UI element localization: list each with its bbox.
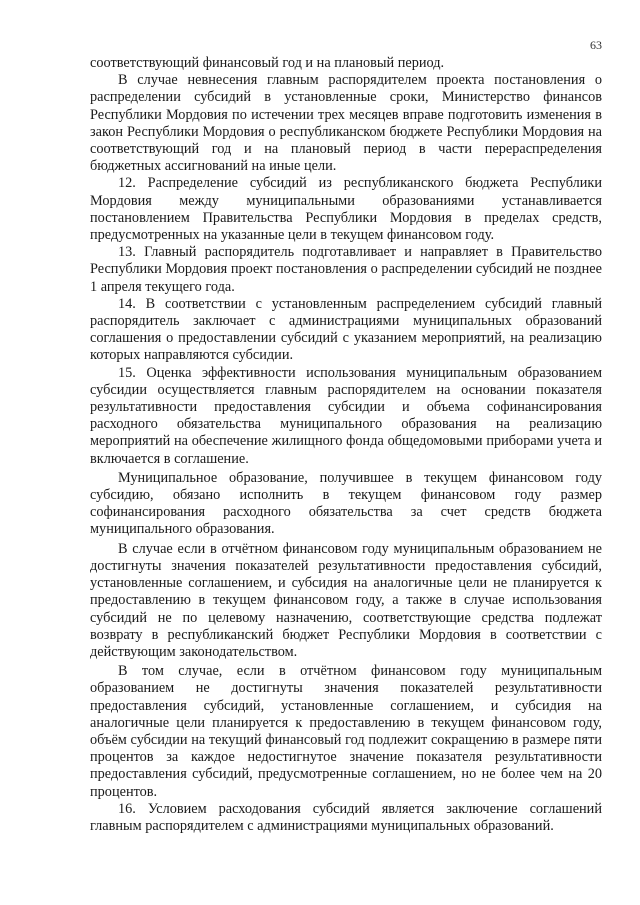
paragraph-reduction: В том случае, если в отчётном финансовом году муниципальным образованием не достигнуты значения показателей результативности предоставления субсидий, установленные соглашением, и субсидия на аналогичные цели планируется к предоставлению в текущем финансовом году, объём субсидии на текущий финансовый год подлежит сокращению в размере пяти процентов за каждое недостигнутое значение показателя результативности предоставления субсидий, предусмотренные соглашением, но не более чем на 20 процентов. bbox=[90, 663, 602, 800]
paragraph-13: 13. Главный распорядитель подготавливает и направляет в Правительство Республики Мордовия проект постановления о распределении субсидий не позднее 1 апреля текущего года. bbox=[90, 244, 602, 295]
paragraph-16: 16. Условием расходования субсидий является заключение соглашений главным распорядителем с администрациями муниципальных образований. bbox=[90, 800, 602, 834]
paragraph-14: 14. В соответствии с установленным распределением субсидий главный распорядитель заключает с администрациями муниципальных образований соглашения о предоставлении субсидий с указанием мероприятий, на реализацию которых направляются субсидии. bbox=[90, 295, 602, 364]
paragraph-12: 12. Распределение субсидий из республиканского бюджета Республики Мордовия между муниципальными образованиями устанавливается постановлением Правительства Республики Мордовия в пределах средств, предусмотренных на указанные цели в текущем финансовом году. bbox=[90, 175, 602, 244]
paragraph-refund: В случае если в отчётном финансовом году муниципальным образованием не достигнуты значения показателей результативности предоставления субсидий, установленные соглашением, и субсидия на аналогичные цели не планируется к предоставлению в текущем финансовом году, а также в случае использования субсидий не по целевому назначению, соответствующие средства подлежат возврату в республиканский бюджет Республики Мордовия в соответствии с действующим законодательством. bbox=[90, 540, 602, 660]
paragraph-15: 15. Оценка эффективности использования муниципальным образованием субсидии осуществляется главным распорядителем на основании показателя результативности предоставления субсидии и объема софинансирования расходного обязательства муниципального образования на реализацию мероприятий на обеспечение жилищного фонда общедомовыми приборами учета и включается в соглашение. bbox=[90, 364, 602, 467]
page-number: 63 bbox=[590, 38, 602, 52]
paragraph-continuation: соответствующий финансовый год и на плановый период. bbox=[90, 55, 445, 71]
paragraph-no-submission: В случае невнесения главным распорядителем проекта постановления о распределении субсидий в установленные сроки, Министерство финансов Республики Мордовия по истечении трех месяцев вправе подготовить изменения в закон Республики Мордовия о республиканском бюджете Республики Мордовия на соответствующий год и на плановый период в части перераспределения бюджетных ассигнований на иные цели. bbox=[90, 72, 602, 175]
paragraph-cofinancing: Муниципальное образование, получившее в текущем финансовом году субсидию, обязано исполнить в текущем финансовом году размер софинансирования расходного обязательства за счет средств бюджета муниципального образования. bbox=[90, 469, 602, 538]
document-body bbox=[90, 55, 602, 835]
